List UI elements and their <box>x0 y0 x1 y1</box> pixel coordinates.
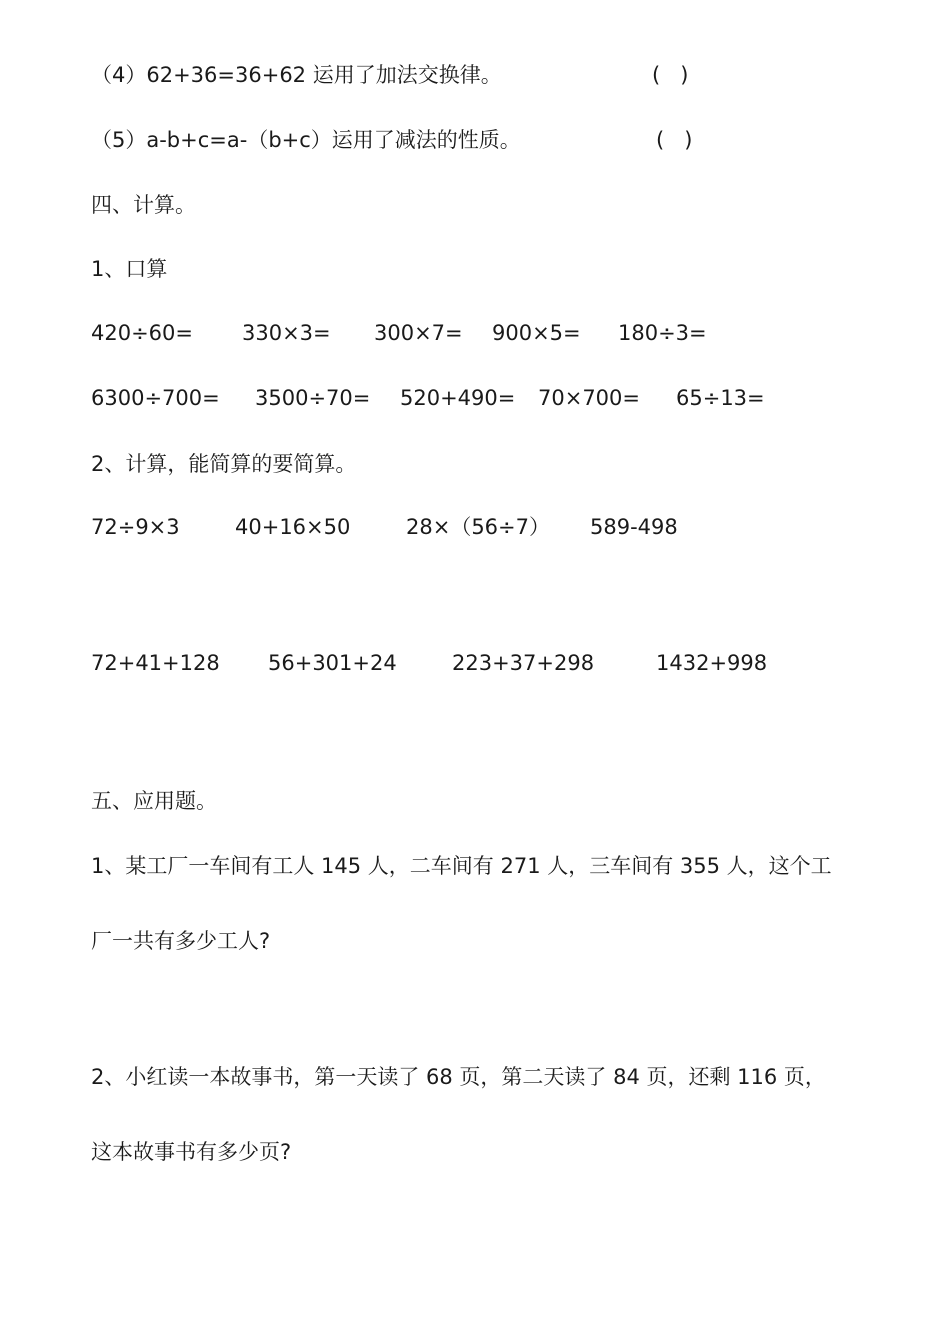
judgment-item-4: （4）62+36=36+62 运用了加法交换律。 <box>91 63 502 87</box>
word-problem-2-line-2: 这本故事书有多少页? <box>91 1140 292 1164</box>
mental-math-title: 1、口算 <box>91 257 168 281</box>
section-4-title: 四、计算。 <box>91 193 196 217</box>
calculation-problem: 72÷9×3 <box>91 515 180 539</box>
calculation-problem: 223+37+298 <box>452 651 595 675</box>
mental-math-problem: 180÷3= <box>618 321 707 345</box>
calculation-problem: 1432+998 <box>656 651 768 675</box>
mental-math-problem: 420÷60= <box>91 321 193 345</box>
judgment-item-5: （5）a-b+c=a-（b+c）运用了减法的性质。 <box>91 128 521 152</box>
mental-math-problem: 520+490= <box>400 386 516 410</box>
section-5-title: 五、应用题。 <box>91 789 217 813</box>
judgment-item-5-answer-blank: ( ) <box>656 128 693 152</box>
calculation-problem: 589-498 <box>590 515 678 539</box>
calculation-title: 2、计算，能简算的要简算。 <box>91 452 357 476</box>
judgment-item-4-answer-blank: ( ) <box>652 63 689 87</box>
mental-math-problem: 3500÷70= <box>255 386 371 410</box>
calculation-problem: 72+41+128 <box>91 651 220 675</box>
mental-math-problem: 6300÷700= <box>91 386 220 410</box>
mental-math-problem: 330×3= <box>242 321 331 345</box>
word-problem-1-line-1: 1、某工厂一车间有工人 145 人，二车间有 271 人，三车间有 355 人，这个工 <box>91 854 832 878</box>
calculation-problem: 28×（56÷7） <box>406 515 550 539</box>
calculation-problem: 56+301+24 <box>268 651 397 675</box>
mental-math-problem: 65÷13= <box>676 386 765 410</box>
mental-math-problem: 300×7= <box>374 321 463 345</box>
mental-math-problem: 900×5= <box>492 321 581 345</box>
word-problem-2-line-1: 2、小红读一本故事书，第一天读了 68 页，第二天读了 84 页，还剩 116 页， <box>91 1065 826 1089</box>
mental-math-problem: 70×700= <box>538 386 640 410</box>
word-problem-1-line-2: 厂一共有多少工人? <box>91 929 271 953</box>
calculation-problem: 40+16×50 <box>235 515 351 539</box>
